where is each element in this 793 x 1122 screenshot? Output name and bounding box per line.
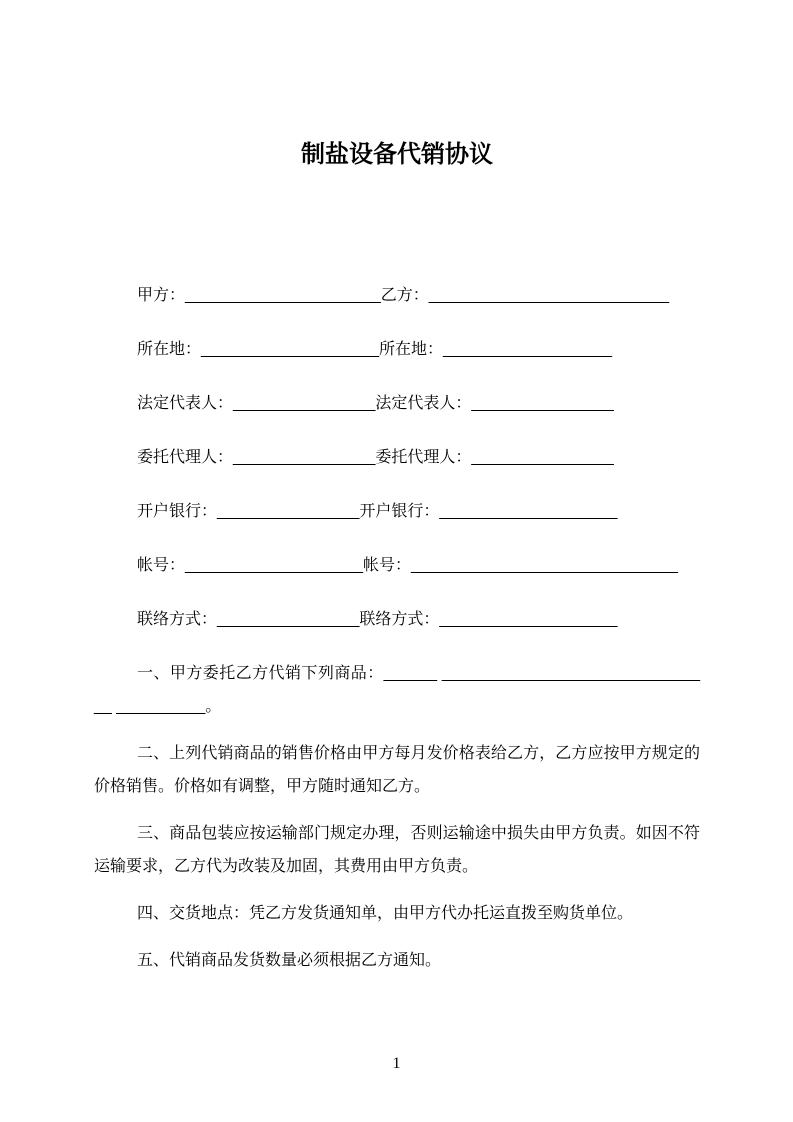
party-a-agent-blank: ________________ [233, 449, 376, 466]
party-b-location-blank: ___________________ [443, 341, 613, 358]
party-b-contact-blank: ____________________ [439, 611, 618, 628]
party-info-section [94, 279, 700, 636]
party-a-name-blank: ______________________ [185, 287, 381, 304]
document-title: 制盐设备代销协议 [301, 141, 493, 168]
party-b-bank-blank: ____________________ [439, 503, 618, 520]
party-a-bank-label: 开户银行： [137, 503, 218, 520]
page-number: 1 [392, 1055, 401, 1072]
clause-5: 五、代销商品发货数量必须根据乙方通知。 [137, 952, 442, 969]
clause-4: 四、交货地点：凭乙方发货通知单，由甲方代办托运直拨至购货单位。 [137, 905, 634, 922]
party-row [94, 333, 700, 366]
party-a-agent-label: 委托代理人： [137, 449, 234, 466]
party-b-account-label: 帐号： [362, 557, 411, 574]
clauses-section [94, 657, 700, 977]
party-a-legal-rep-label: 法定代表人： [137, 395, 234, 412]
party-b-legal-rep-blank: ________________ [471, 395, 614, 412]
page-footer [0, 1047, 793, 1080]
party-b-agent-label: 委托代理人： [375, 449, 472, 466]
party-a-bank-blank: ________________ [217, 503, 360, 520]
party-b-location-label: 所在地： [378, 341, 443, 358]
party-a-location-label: 所在地： [137, 341, 202, 358]
clause-2: 二、上列代销商品的销售价格由甲方每月发价格表给乙方，乙方应按甲方规定的价格销售。价格如有调整，甲方随时通知乙方。 [94, 745, 700, 795]
party-row [94, 603, 700, 636]
party-b-agent-blank: ________________ [471, 449, 614, 466]
party-b-account-blank: ______________________________ [411, 557, 678, 574]
party-row [94, 549, 700, 582]
party-b-bank-label: 开户银行： [359, 503, 440, 520]
party-a-legal-rep-blank: ________________ [233, 395, 376, 412]
party-a-account-blank: ____________________ [185, 557, 363, 574]
party-row [94, 441, 700, 474]
clause-1: 一、甲方委托乙方代销下列商品：______ _______________________________ __________。 [94, 665, 700, 715]
party-row [94, 387, 700, 420]
party-row [94, 279, 700, 312]
party-b-legal-rep-label: 法定代表人： [375, 395, 472, 412]
party-a-contact-blank: ________________ [217, 611, 360, 628]
party-row [94, 495, 700, 528]
party-a-contact-label: 联络方式： [137, 611, 218, 628]
party-b-label: 乙方： [380, 287, 429, 304]
party-a-account-label: 帐号： [137, 557, 186, 574]
clause-3: 三、商品包装应按运输部门规定办理，否则运输途中损失由甲方负责。如因不符运输要求，乙方代为改装及加固，其费用由甲方负责。 [94, 825, 700, 875]
party-b-contact-label: 联络方式： [359, 611, 440, 628]
party-b-name-blank: ___________________________ [428, 287, 670, 304]
party-a-location-blank: ____________________ [201, 341, 379, 358]
party-a-label: 甲方： [137, 287, 186, 304]
